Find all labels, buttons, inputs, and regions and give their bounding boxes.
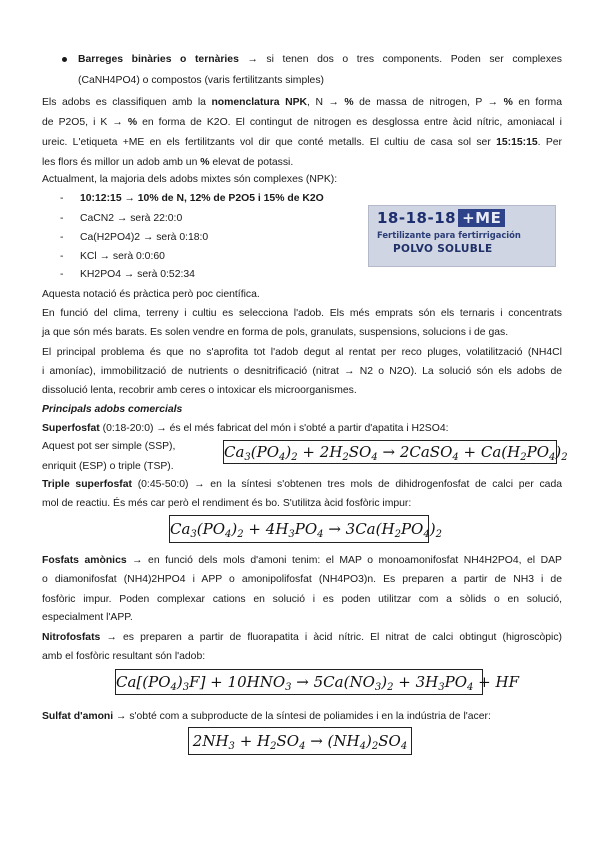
bullet-dot: [62, 57, 67, 62]
list-item: Ca(H2PO4)2 → serà 0:18:0: [80, 232, 209, 243]
para2-line-4: El principal problema és que no s'aprofita tot l'adob degut al rentat per reco pluges, volatilització (NH4Cl: [42, 347, 562, 358]
equation-triple: $Ca_3(PO_4)_2 + 4H_3PO_4 \to 3Ca(H_2PO_4)_2$: [169, 515, 429, 543]
list-dash: -: [60, 193, 64, 204]
npk-line-2: de P2O5, i K → % en forma de K2O. El contingut de nitrogen es desglossa entre àcid nítric, amoniacal i: [42, 117, 562, 128]
list-item: 10:12:15 → 10% de N, 12% de P2O5 i 15% de K2O: [80, 193, 324, 204]
list-item: KCl → serà 0:0:60: [80, 251, 165, 262]
equation-nitrofosfat: $Ca[(PO_4)_3F] + 10HNO_3 \to 5Ca(NO_3)_2 + 3H_3PO_4$ + HF: [115, 669, 483, 695]
list-item: CaCN2 → serà 22:0:0: [80, 213, 183, 224]
sulfat-line-1: Sulfat d'amoni → s'obté com a subproducte de la síntesi de poliamides i en la indústria de l'acer:: [42, 711, 491, 722]
list-dash: -: [60, 213, 64, 224]
bullet-title: Barreges binàries o ternàries: [78, 54, 239, 65]
amonics-line-2: o diamonifosfat (NH4)2HPO4 i APP o amonipolifosfat (NH4PO3)n. Es preparen a partir de NH3 i de: [42, 574, 562, 585]
para2-line-1: Aquesta notació és pràctica però poc científica.: [42, 289, 260, 300]
label-line-1: Fertilizante para fertirrigación: [377, 230, 521, 240]
npk-line-4: les flors és millor un adob amb un % elevat de potassi.: [42, 157, 294, 168]
bullet-text-1: → si tenen dos o tres components. Poden ser complexes: [238, 54, 562, 65]
list-item: KH2PO4 → serà 0:52:34: [80, 269, 195, 280]
para2-line-6: dissolució lenta, recobrir amb ceres o intoxicar els microorganismes.: [42, 385, 357, 396]
para2-line-5: i amoníac), immobilització de nutrients o desnitrificació (nitrat → N2 o N2O). La solució són els adobs de: [42, 366, 562, 377]
list-dash: -: [60, 269, 64, 280]
fertilizer-label-photo: [368, 205, 556, 267]
npk-line-5: Actualment, la majoria dels adobs mixtes són complexes (NPK):: [42, 174, 338, 185]
equation-superfosfat: $Ca_3(PO_4)_2 + 2H_2SO_4$ → 2CaSO$_4$ + $Ca(H_2PO_4)_2$: [223, 440, 557, 464]
superfosfat-line-2: Aquest pot ser simple (SSP),: [42, 441, 176, 452]
triple-line-1: Triple superfosfat (0:45-50:0) → en la síntesi s'obtenen tres mols de dihidrogenfosfat de calci per cada: [42, 479, 563, 490]
nitro-line-1: Nitrofosfats → es preparen a partir de fluorapatita i àcid nítric. El nitrat de calci obtingut (higroscòpic): [42, 632, 562, 643]
label-numbers: 18-18-18 +ME: [377, 209, 505, 227]
section-title: Principals adobs comercials: [42, 404, 183, 415]
list-dash: -: [60, 251, 64, 262]
amonics-line-4: especialment l'APP.: [42, 612, 133, 623]
amonics-line-1: Fosfats amònics → en funció dels mols d'amoni tenim: el MAP o monoamonifosfat NH4H2PO4, el DAP: [42, 555, 562, 566]
list-dash: -: [60, 232, 64, 243]
label-line-2: POLVO SOLUBLE: [393, 243, 493, 255]
para2-line-2: En funció del clima, terreny i cultiu es selecciona l'adob. Els més emprats són els ternaris i concentrats: [42, 308, 562, 319]
bullet-line-2: (CaNH4PO4) o compostos (varis fertilitzants simples): [78, 75, 324, 86]
npk-line-1: Els adobs es classifiquen amb la nomenclatura NPK, N → % de massa de nitrogen, P → % en forma: [42, 97, 562, 108]
triple-line-2: mol de reactiu. És més car però el rendiment és bo. S'utilitza àcid fosfòric impur:: [42, 498, 412, 509]
nitro-line-2: amb el fosfòric resultant són l'adob:: [42, 651, 206, 662]
amonics-line-3: fosfòric impur. Poden complexar cations en solució i es poden utilitzar com a sòlids o en solució,: [42, 594, 562, 605]
npk-line-3: ureic. L'etiqueta +ME en els fertilitzants vol dir que conté metalls. El cultiu de casa sol ser 15:15:15. Per: [42, 137, 562, 148]
superfosfat-line-1: Superfosfat (0:18-20:0) → és el més fabricat del món i s'obté a partir d'apatita i H2SO4:: [42, 423, 449, 434]
superfosfat-line-3: enriquit (ESP) o triple (TSP).: [42, 461, 174, 472]
para2-line-3: ja que són més barats. Es solen vendre en forma de pols, granulats, suspensions, solucions i de gas.: [42, 327, 509, 338]
equation-sulfat: $2NH_3 + H_2SO_4 \to (NH_4)_2SO_4$: [188, 727, 412, 755]
bullet-line-1: [78, 53, 562, 66]
